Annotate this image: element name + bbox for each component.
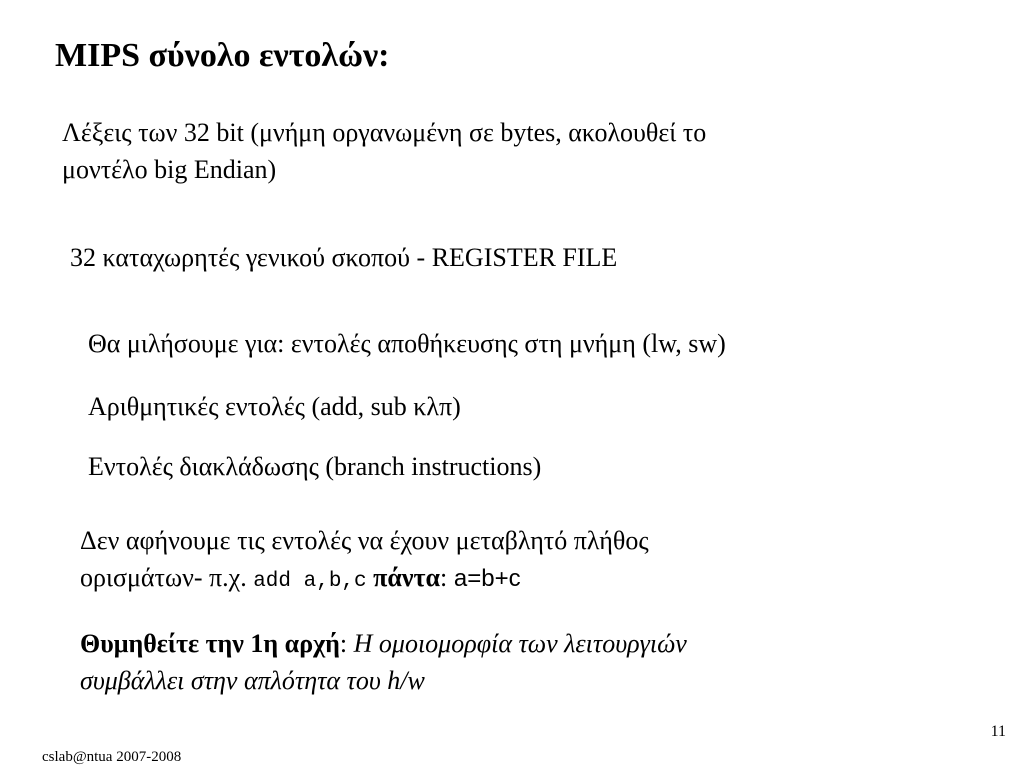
- storage-instructions-paragraph: Θα μιλήσουμε για: εντολές αποθήκευσης στη μνήμη (lw, sw): [88, 329, 726, 358]
- principle-label: Θυμηθείτε την 1η αρχή: [80, 629, 340, 658]
- principle-line-1: [80, 625, 687, 662]
- arithmetic-instructions-paragraph: Αριθμητικές εντολές (add, sub κλπ): [88, 392, 461, 421]
- words-line-2: μοντέλο big Endian): [62, 155, 277, 184]
- always-word: πάντα: [373, 563, 440, 592]
- operands-line-2: [80, 559, 649, 600]
- principle-paragraph: [80, 625, 687, 699]
- slide-title: MIPS σύνολο εντολών:: [55, 37, 390, 74]
- operands-line-1: Δεν αφήνουμε τις εντολές να έχουν μεταβλητό πλήθος: [80, 526, 649, 555]
- branch-instructions-paragraph: Εντολές διακλάδωσης (branch instructions): [88, 452, 542, 481]
- expression: a=b+c: [447, 565, 521, 592]
- operands-prefix: ορισμάτων- π.χ.: [80, 563, 254, 592]
- principle-colon: :: [339, 629, 354, 658]
- registers-paragraph: 32 καταχωρητές γενικού σκοπού - REGISTER FILE: [70, 243, 618, 272]
- words-paragraph: [62, 114, 706, 188]
- page-number: 11: [990, 723, 1006, 740]
- words-line-1: Λέξεις των 32 bit (μνήμη οργανωμένη σε bytes, ακολουθεί το: [62, 118, 707, 147]
- footer-text: cslab@ntua 2007-2008: [42, 749, 182, 765]
- code-example: add a,b,c: [253, 570, 367, 593]
- operands-colon: :: [440, 563, 448, 592]
- principle-text-2: συμβάλλει στην απλότητα του h/w: [80, 666, 425, 695]
- principle-text-1: Η ομοιομορφία των λειτουργιών: [353, 629, 687, 658]
- operands-paragraph: [80, 522, 649, 600]
